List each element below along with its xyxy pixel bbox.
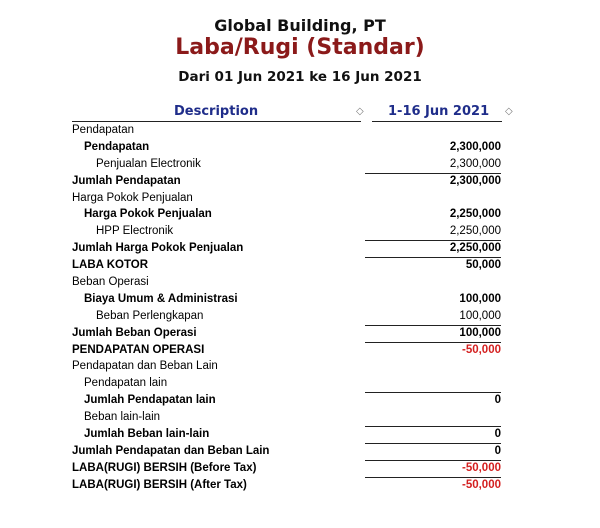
- report-row: [0, 409, 600, 426]
- report-row: [0, 308, 600, 325]
- row-amount: 2,300,000: [449, 174, 501, 187]
- row-label: Beban Perlengkapan: [96, 309, 204, 322]
- row-label: Biaya Umum & Administrasi: [84, 292, 238, 305]
- sort-icon[interactable]: ◇: [356, 106, 364, 117]
- column-header-description[interactable]: Description: [174, 104, 259, 119]
- row-label: Harga Pokok Penjualan: [84, 208, 212, 221]
- row-label: PENDAPATAN OPERASI: [72, 343, 205, 356]
- report-row: [0, 156, 600, 173]
- report-row: [0, 392, 600, 409]
- report-row: [0, 139, 600, 156]
- row-amount: -50,000: [461, 478, 501, 491]
- row-amount: 2,250,000: [449, 242, 501, 255]
- report-row: [0, 375, 600, 392]
- row-amount: 2,250,000: [449, 225, 501, 238]
- row-label: Pendapatan: [72, 124, 135, 136]
- report-row: [0, 190, 600, 207]
- row-label: Jumlah Harga Pokok Penjualan: [72, 242, 244, 255]
- row-amount: 0: [494, 394, 501, 407]
- report-row: [0, 223, 600, 240]
- row-amount: 100,000: [459, 326, 501, 339]
- report-row: [0, 274, 600, 291]
- report-row: [0, 426, 600, 443]
- row-amount: 2,300,000: [449, 157, 501, 170]
- row-amount: -50,000: [461, 343, 501, 356]
- company-name: Global Building, PT: [214, 16, 386, 35]
- report-row: [0, 342, 600, 359]
- row-label: Beban Operasi: [72, 276, 149, 289]
- row-label: Jumlah Beban lain-lain: [84, 428, 210, 441]
- report-row: [0, 443, 600, 460]
- report-row: [0, 206, 600, 223]
- row-amount: 50,000: [465, 259, 501, 272]
- report-row: [0, 460, 600, 477]
- row-label: LABA KOTOR: [72, 259, 149, 272]
- report-row: [0, 257, 600, 274]
- row-label: Pendapatan: [84, 140, 150, 153]
- report-row: [0, 358, 600, 375]
- report-title: Laba/Rugi (Standar): [175, 35, 425, 60]
- row-amount: 0: [494, 444, 501, 457]
- row-amount: 2,300,000: [449, 140, 501, 153]
- row-label: Jumlah Pendapatan lain: [84, 394, 216, 407]
- row-amount: 100,000: [459, 309, 501, 322]
- report-row: [0, 173, 600, 190]
- report-row: [0, 477, 600, 494]
- row-label: Pendapatan dan Beban Lain: [72, 360, 218, 373]
- report-row: [0, 291, 600, 308]
- row-amount: 100,000: [459, 292, 501, 305]
- row-label: LABA(RUGI) BERSIH (Before Tax): [72, 461, 257, 474]
- column-header-period[interactable]: 1-16 Jun 2021: [388, 104, 490, 119]
- row-label: Beban lain-lain: [84, 411, 161, 424]
- row-label: Pendapatan lain: [84, 377, 168, 390]
- row-label: Jumlah Pendapatan: [72, 174, 181, 187]
- report-row: [0, 325, 600, 342]
- row-amount: -50,000: [461, 461, 501, 474]
- sort-icon[interactable]: ◇: [505, 106, 513, 117]
- report-row: [0, 240, 600, 257]
- row-label: Jumlah Beban Operasi: [72, 326, 197, 339]
- row-label: Jumlah Pendapatan dan Beban Lain: [72, 444, 270, 457]
- row-label: LABA(RUGI) BERSIH (After Tax): [72, 478, 247, 491]
- row-label: Penjualan Electronik: [96, 157, 201, 170]
- row-label: Harga Pokok Penjualan: [72, 191, 193, 204]
- report-row: [0, 122, 600, 139]
- row-label: HPP Electronik: [96, 225, 174, 238]
- row-amount: 0: [494, 428, 501, 441]
- row-amount: 2,250,000: [449, 208, 501, 221]
- report-period: Dari 01 Jun 2021 ke 16 Jun 2021: [178, 69, 422, 85]
- report-body: [0, 122, 600, 494]
